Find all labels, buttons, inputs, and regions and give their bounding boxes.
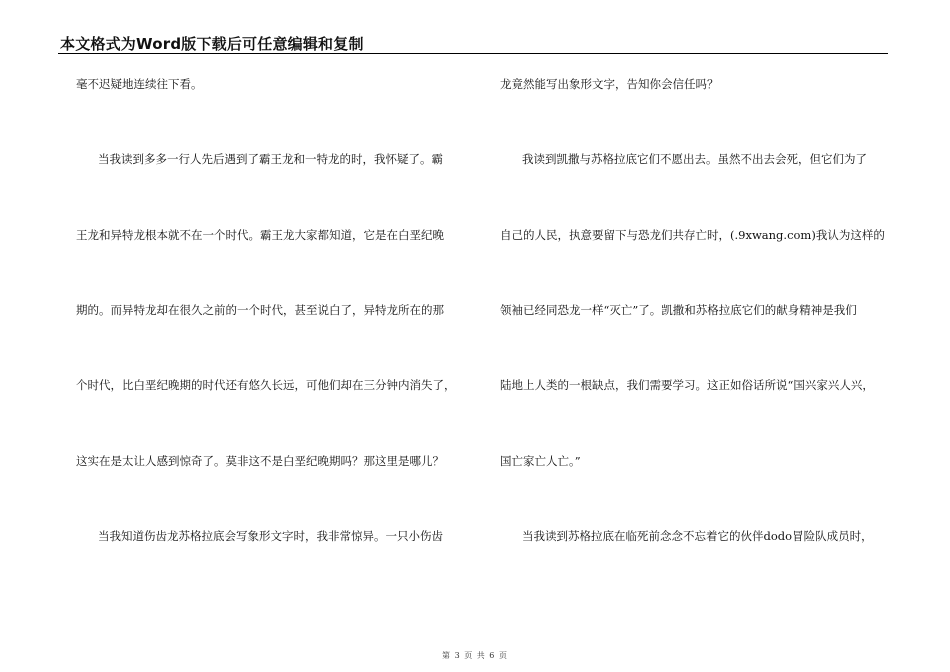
- paragraph-line: 陆地上人类的一根缺点，我们需要学习。这正如俗话所说“国兴家兴人兴，: [500, 378, 874, 392]
- paragraph-line: 毫不迟疑地连续往下看。: [76, 77, 203, 91]
- paragraph-line: 期的。而异特龙却在很久之前的一个时代，甚至说白了，异特龙所在的那: [76, 303, 444, 317]
- paragraph-line: 这实在是太让人感到惊奇了。莫非这不是白垩纪晚期吗？那这里是哪儿？: [76, 454, 444, 468]
- paragraph-line: 领袖已经同恐龙一样“灭亡”了。凯撒和苏格拉底它们的献身精神是我们: [500, 303, 857, 317]
- paragraph-line: 当我知道伤齿龙苏格拉底会写象形文字时，我非常惊异。一只小伤齿: [98, 529, 443, 543]
- paragraph-line: 龙竟然能写出象形文字，告知你会信任吗？: [500, 77, 719, 91]
- paragraph-line: 自己的人民，执意要留下与恐龙们共存亡时，(.9xwang.com)我认为这样的: [500, 228, 885, 242]
- paragraph-line: 国亡家亡人亡。”: [500, 454, 581, 468]
- paragraph-line: 当我读到多多一行人先后遇到了霸王龙和一特龙的时，我怀疑了。霸: [98, 152, 443, 166]
- document-header-title: 本文格式为Word版下载后可任意编辑和复制: [60, 35, 364, 53]
- header-divider: [58, 53, 888, 54]
- paragraph-line: 个时代，比白垩纪晚期的时代还有悠久长远，可他们却在三分钟内消失了，: [76, 378, 456, 392]
- paragraph-line: 我读到凯撒与苏格拉底它们不愿出去。虽然不出去会死，但它们为了: [522, 152, 867, 166]
- page-number-footer: 第 3 页 共 6 页: [442, 651, 508, 660]
- paragraph-line: 当我读到苏格拉底在临死前念念不忘着它的伙伴dodo冒险队成员时，: [522, 529, 873, 543]
- paragraph-line: 王龙和异特龙根本就不在一个时代。霸王龙大家都知道，它是在白垩纪晚: [76, 228, 444, 242]
